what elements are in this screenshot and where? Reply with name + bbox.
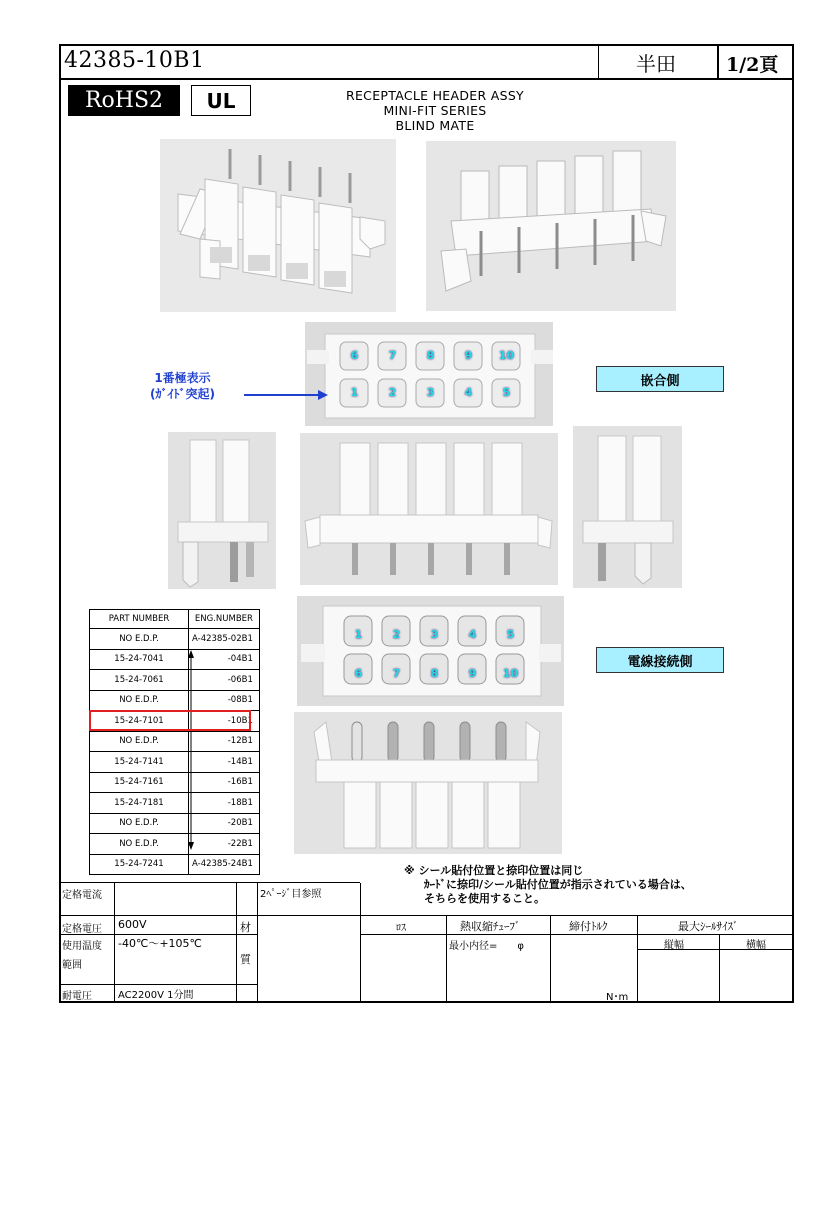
- pin-label: 1: [354, 627, 363, 641]
- material-label-1: 材: [240, 921, 251, 934]
- photo-angled-front: [160, 139, 396, 312]
- pin-label: 3: [426, 385, 435, 399]
- table-row: [90, 772, 260, 793]
- temp-range-label-2: 範囲: [62, 960, 82, 971]
- callout-line-1: 1番極表示: [154, 371, 211, 385]
- title-line-3: BLIND MATE: [395, 118, 475, 133]
- temp-range-value: -40℃～+105℃: [118, 937, 202, 950]
- rated-current-label: 定格電流: [62, 890, 102, 901]
- pin-label: 3: [430, 627, 439, 641]
- table-row: [90, 649, 260, 670]
- pin-label: 7: [392, 666, 401, 680]
- photo-wire-side-face: [297, 596, 564, 706]
- pin-label: 4: [464, 385, 473, 399]
- part-number-cell: NO E.D.P.: [90, 813, 189, 834]
- part-number: 42385-10B1: [64, 48, 205, 73]
- eng-number-cell: -18B1: [189, 793, 260, 814]
- photo-mating-face: [305, 322, 553, 426]
- pin-label: 6: [354, 666, 363, 680]
- tube-inner-diameter: 最小内径= φ: [449, 941, 524, 952]
- pin-label: 7: [388, 348, 397, 362]
- photo-left-side: [168, 432, 276, 589]
- material-label-2: 質: [240, 953, 251, 966]
- pin-label: 8: [430, 666, 439, 680]
- eng-number-cell: -22B1: [189, 834, 260, 855]
- torque-label: 締付ﾄﾙｸ: [569, 920, 608, 933]
- ul-badge: UL: [191, 85, 251, 116]
- eng-number-cell: A-42385-02B1: [189, 629, 260, 650]
- eng-number-cell: -20B1: [189, 813, 260, 834]
- rohs-badge: RoHS2: [68, 85, 180, 116]
- range-arrow-icon: [186, 650, 196, 850]
- title-line-1: RECEPTACLE HEADER ASSY: [346, 88, 524, 103]
- table-row: [90, 813, 260, 834]
- part-number-cell: 15-24-7181: [90, 793, 189, 814]
- note-line-3: そちらを使用すること。: [424, 892, 545, 905]
- pin-label: 8: [426, 348, 435, 362]
- pin-label: 10: [498, 348, 515, 362]
- eng-number-cell: -04B1: [189, 649, 260, 670]
- table-row: [90, 793, 260, 814]
- withstand-voltage-label: 耐電圧: [62, 991, 92, 1002]
- pin-label: 5: [502, 385, 511, 399]
- mating-side-tag: 嵌合側: [596, 366, 724, 392]
- part-number-cell: 15-24-7101: [90, 711, 189, 732]
- photo-front-side: [300, 433, 558, 585]
- eng-number-cell: -06B1: [189, 670, 260, 691]
- part-number-cell: 15-24-7041: [90, 649, 189, 670]
- rated-voltage-value: 600V: [118, 918, 147, 931]
- photo-rear-side: [294, 712, 562, 854]
- part-number-cell: NO E.D.P.: [90, 731, 189, 752]
- table-row: [90, 854, 260, 875]
- callout-line-2: (ｶﾞｲﾄﾞ突起): [150, 387, 215, 401]
- pin-label: 9: [464, 348, 473, 362]
- table-row: [90, 731, 260, 752]
- pin-label: 6: [350, 348, 359, 362]
- drafter-name: 半田: [636, 52, 676, 76]
- eng-number-cell: -08B1: [189, 690, 260, 711]
- eng-number-cell: -16B1: [189, 772, 260, 793]
- pin-label: 4: [468, 627, 477, 641]
- eng-number-cell: -14B1: [189, 752, 260, 773]
- note-line-1: ※ シール貼付位置と捺印位置は同じ: [404, 864, 584, 877]
- part-number-cell: 15-24-7141: [90, 752, 189, 773]
- part-number-cell: 15-24-7061: [90, 670, 189, 691]
- tube-label: 熱収縮ﾁｭｰﾌﾞ: [460, 920, 521, 933]
- pin-label: 2: [388, 385, 397, 399]
- part-number-cell: NO E.D.P.: [90, 834, 189, 855]
- parts-table: [89, 609, 260, 875]
- part-number-cell: 15-24-7161: [90, 772, 189, 793]
- part-number-cell: NO E.D.P.: [90, 629, 189, 650]
- eng-number-cell: A-42385-24B1: [189, 854, 260, 875]
- wire-side-tag: 電線接続側: [596, 647, 724, 673]
- table-row: [90, 690, 260, 711]
- arrow-icon: [244, 388, 328, 402]
- material-value: 2ﾍﾟｰｼﾞ目参照: [260, 889, 322, 900]
- marking-note: [404, 864, 692, 906]
- note-line-2: ｶｰﾄﾞに捺印/シール貼付位置が指示されている場合は、: [424, 878, 692, 891]
- product-title: [300, 88, 570, 133]
- seal-height-label: 縦幅: [664, 940, 684, 951]
- photo-angled-rear: [426, 141, 676, 311]
- eng-number-cell: -12B1: [189, 731, 260, 752]
- withstand-voltage-value: AC2200V 1分間: [118, 990, 194, 1001]
- parts-table-header: [90, 610, 260, 629]
- table-row: [90, 834, 260, 855]
- eng-number-cell: -10B1: [189, 711, 260, 732]
- temp-range-label-1: 使用温度: [62, 941, 102, 952]
- pin1-callout: [150, 370, 215, 402]
- page-number: 1/2頁: [726, 54, 779, 76]
- pin-label: 2: [392, 627, 401, 641]
- part-number-cell: NO E.D.P.: [90, 690, 189, 711]
- torque-unit: N･m: [606, 992, 629, 1003]
- part-number-cell: 15-24-7241: [90, 854, 189, 875]
- pin-label: 10: [502, 666, 519, 680]
- pin-label: 5: [506, 627, 515, 641]
- seal-size-label: 最大ｼｰﾙｻｲｽﾞ: [678, 920, 739, 933]
- table-row: [90, 752, 260, 773]
- seal-width-label: 横幅: [746, 940, 766, 951]
- title-line-2: MINI-FIT SERIES: [383, 103, 487, 118]
- loss-label: ﾛｽ: [396, 923, 406, 934]
- photo-right-side: [573, 426, 682, 588]
- pin-label: 1: [350, 385, 359, 399]
- pin-label: 9: [468, 666, 477, 680]
- column-header: ENG.NUMBER: [189, 610, 260, 629]
- table-row: [90, 670, 260, 691]
- rated-voltage-label: 定格電圧: [62, 924, 102, 935]
- selected-row-highlight: [89, 710, 251, 731]
- table-row: [90, 629, 260, 650]
- column-header: PART NUMBER: [90, 610, 189, 629]
